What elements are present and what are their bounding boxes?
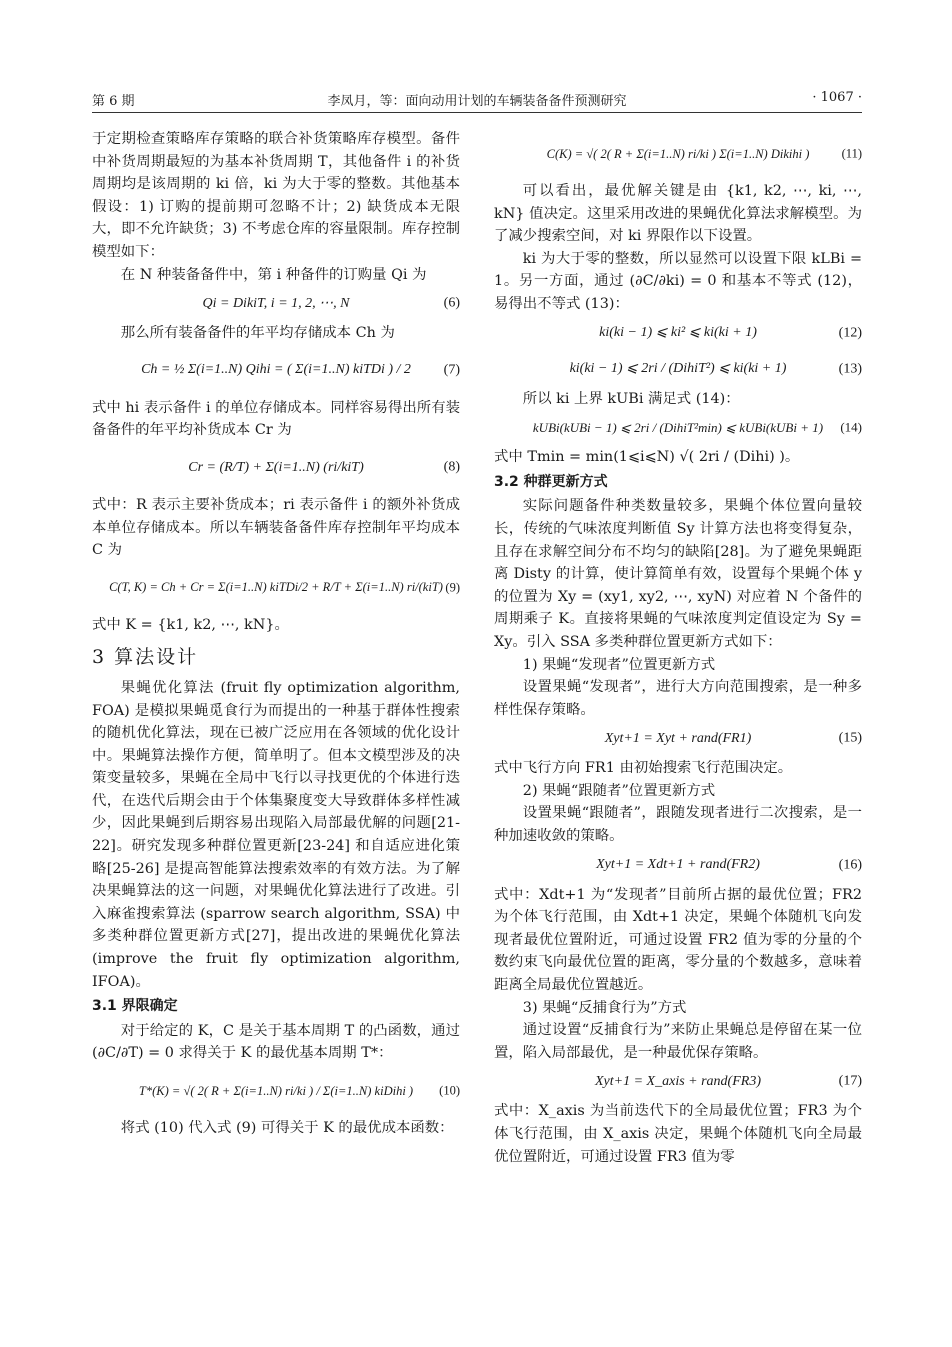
paragraph: 在 N 种装备备件中，第 i 种备件的订购量 Qi 为 [120, 266, 427, 283]
paragraph: 式中：Xdt+1 为“发现者”目前所占据的最优位置；FR2 为个体飞行范围，由 Xdt+1 决定，果蝇个体随机飞向发现者最优位置附近，可通过设置 FR2 值为零的分量的个数约束飞向最优位置的距离，零分量的个数越多，意味着距离全局最优位置越近。 [494, 886, 862, 994]
equation-body: Cr = (R/T) + Σ(i=1..N) (ri/kiT) [188, 459, 364, 475]
equation-number: (17) [838, 1074, 862, 1090]
equation-number: (15) [838, 730, 862, 746]
header-rule [92, 112, 862, 113]
equation-14 [494, 410, 862, 446]
paragraph: 于定期检查策略库存策略的联合补货策略库存模型。备件中补货周期最短的为基本补货周期 T，其他备件 i 的补货周期均是该周期的 ki 倍，ki 为大于零的整数。其他基本假设：1) 订购的提前期可忽略不计；2) 缺货成本无限大，即不允许缺货；3) 不考虑仓库的容量限制。库存控制模型如下： [92, 131, 460, 260]
paragraph: 式中 K = {k1, k2, ⋯, kN}。 [92, 616, 289, 633]
paragraph: 式中：R 表示主要补货成本；ri 表示备件 i 的额外补货成本单位存储成本。所以车辆装备备件库存控制年平均成本 C 为 [92, 496, 460, 559]
issue-number: 第 6 期 [92, 94, 135, 109]
paragraph: 式中飞行方向 FR1 由初始搜索飞行范围决定。 [494, 760, 793, 777]
paragraph: 对于给定的 K，C 是关于基本周期 T 的凸函数，通过 (∂C/∂T) = 0 求得关于 K 的最优基本周期 T*： [92, 1022, 460, 1062]
paragraph: 2) 果蝇“跟随者”位置更新方式 [522, 782, 716, 799]
paragraph: 可以看出，最优解关键是由 {k1, k2, ⋯, ki, ⋯, kN} 值决定。这里采用改进的果蝇优化算法求解模型。为了减少搜索空间，对 ki 界限作以下设置。 [494, 183, 862, 245]
equation-body: kUBi(kUBi − 1) ⩽ 2ri / (DihiT²min) ⩽ kUBi(kUBi + 1) [532, 419, 824, 435]
paragraph: 果蝇优化算法 (fruit fly optimization algorithm, FOA) 是模拟果蝇觅食行为而提出的一种基于群体性搜索的随机优化算法，现在已被广泛应用在各领域的优化设计中。果蝇算法操作方便，简单明了。但本文模型涉及的决策变量较多，果蝇在全局中飞行以寻找更优的个体进行迭代，在迭代后期会由于个体集聚度变大导致群体多样性减少，因此果蝇到后期容易出现陷入局部最优解的问题[21-22]。研究发现多种群位置更新[23-24] 和自适应进化策略[25-26] 是提高智能算法搜索效率的有效方法。为了解决果蝇算法的这一问题，对果蝇优化算法进行了改进。引入麻雀搜索算法 (sparrow search algorithm, SSA) 中多类种群位置更新方式[27]，提出改进的果蝇优化算法 (improve the fruit fly optimization algorithm, IFOA)。 [92, 679, 460, 990]
equation-body: Qi = DikiT, i = 1, 2, ⋯, N [202, 295, 350, 311]
running-title: 李凤月，等：面向动用计划的车辆装备备件预测研究 [327, 94, 627, 109]
equation-number: (11) [841, 146, 862, 161]
equation-body: Ch = ½ Σ(i=1..N) Qihi = ( Σ(i=1..N) kiTDi ) / 2 [141, 362, 411, 378]
subsection-heading-3-2: 3.2 种群更新方式 [494, 473, 608, 490]
equation-number: (14) [840, 419, 862, 435]
equation-number: (8) [443, 459, 460, 475]
paragraph: 那么所有装备备件的年平均存储成本 Ch 为 [120, 325, 395, 342]
paragraph: 1) 果蝇“发现者”位置更新方式 [522, 656, 716, 673]
equation-7 [92, 345, 460, 397]
section-heading-3: 3 算法设计 [92, 646, 199, 669]
equation-number: (10) [439, 1083, 460, 1098]
paragraph: 式中：X_axis 为当前迭代下的全局最优位置；FR3 为个体飞行范围，由 X_axis 决定，果蝇个体随机飞向全局最优位置附近，可通过设置 FR3 值为零 [494, 1103, 862, 1165]
subsection-heading-3-1: 3.1 界限确定 [92, 998, 178, 1015]
equation-body: Xyt+1 = Xdt+1 + rand(FR2) [596, 857, 760, 873]
left-column [92, 128, 460, 1140]
equation-17 [494, 1064, 862, 1100]
paragraph: 式中 Tmin = min(1⩽i⩽N) √( 2ri / (Dihi) )。 [494, 449, 800, 466]
paragraph: 所以 ki 上界 kUBi 满足式 (14)： [522, 390, 740, 407]
paragraph: 式中 hi 表示备件 i 的单位存储成本。同样容易得出所有装备备件的年平均补货成本 Cr 为 [92, 399, 460, 439]
right-column [494, 128, 862, 1168]
equation-15 [494, 721, 862, 757]
equation-body: Xyt+1 = X_axis + rand(FR3) [595, 1074, 761, 1090]
equation-number: (7) [443, 362, 460, 378]
equation-16 [494, 848, 862, 884]
equation-body: ki(ki − 1) ⩽ 2ri / (DihiT²) ⩽ ki(ki + 1) [569, 361, 787, 377]
equation-6 [92, 286, 460, 322]
paragraph: 实际问题备件种类数量较多，果蝇个体位置向量较长，传统的气味浓度判断值 Sy 计算方法也将变得复杂，且存在求解空间分布不均匀的缺陷[28]。为了避免果蝇距离 Disty 的计算，使计算简单有效，设置每个果蝇个体 y 的位置为 Xy = (xy1, xy2, ⋯, xyN) 对应着 N 个备件的周期乘子 K。直接将果蝇的气味浓度判定值设定为 Sy = Xy。引入 SSA 多类种群位置更新方式如下： [494, 498, 862, 650]
paragraph: 通过设置“反捕食行为”来防止果蝇总是停留在某一位置，陷入局部最优，是一种最优保存策略。 [494, 1022, 862, 1061]
equation-12 [494, 316, 862, 352]
page-number: · 1067 · [812, 90, 862, 105]
equation-number: (12) [838, 325, 862, 341]
equation-number: (13) [838, 361, 862, 377]
paragraph: 将式 (10) 代入式 (9) 可得关于 K 的最优成本函数： [120, 1120, 454, 1136]
running-header [92, 88, 862, 110]
paragraph: 3) 果蝇“反捕食行为”方式 [522, 999, 687, 1016]
equation-body: Xyt+1 = Xyt + rand(FR1) [604, 730, 752, 746]
equation-number: (9) [445, 580, 460, 595]
equation-9 [92, 562, 460, 614]
equation-10 [92, 1065, 460, 1117]
equation-body: ki(ki − 1) ⩽ ki² ⩽ ki(ki + 1) [599, 325, 757, 341]
equation-number: (6) [443, 295, 460, 311]
equation-body: C(T, K) = Ch + Cr = Σ(i=1..N) kiTDi/2 + R/T + Σ(i=1..N) ri/(kiT) [109, 580, 443, 595]
equation-body: T*(K) = √( 2( R + Σ(i=1..N) ri/ki ) / Σ(i=1..N) kiDihi ) [138, 1083, 414, 1098]
paragraph: 设置果蝇“跟随者”，跟随发现者进行二次搜索，是一种加速收敛的策略。 [494, 805, 862, 845]
equation-body: C(K) = √( 2( R + Σ(i=1..N) ri/ki ) Σ(i=1..N) Dikihi ) [546, 146, 810, 161]
paragraph: ki 为大于零的整数，所以显然可以设置下限 kLBi = 1。另一方面，通过 (∂C/∂ki) = 0 和基本不等式 (12)，易得出不等式 (13)： [494, 250, 862, 312]
equation-13 [494, 352, 862, 388]
equation-11 [494, 128, 862, 180]
equation-8 [92, 442, 460, 494]
paragraph: 设置果蝇“发现者”，进行大方向范围搜索，是一种多样性保存策略。 [494, 679, 862, 718]
equation-number: (16) [838, 857, 862, 873]
